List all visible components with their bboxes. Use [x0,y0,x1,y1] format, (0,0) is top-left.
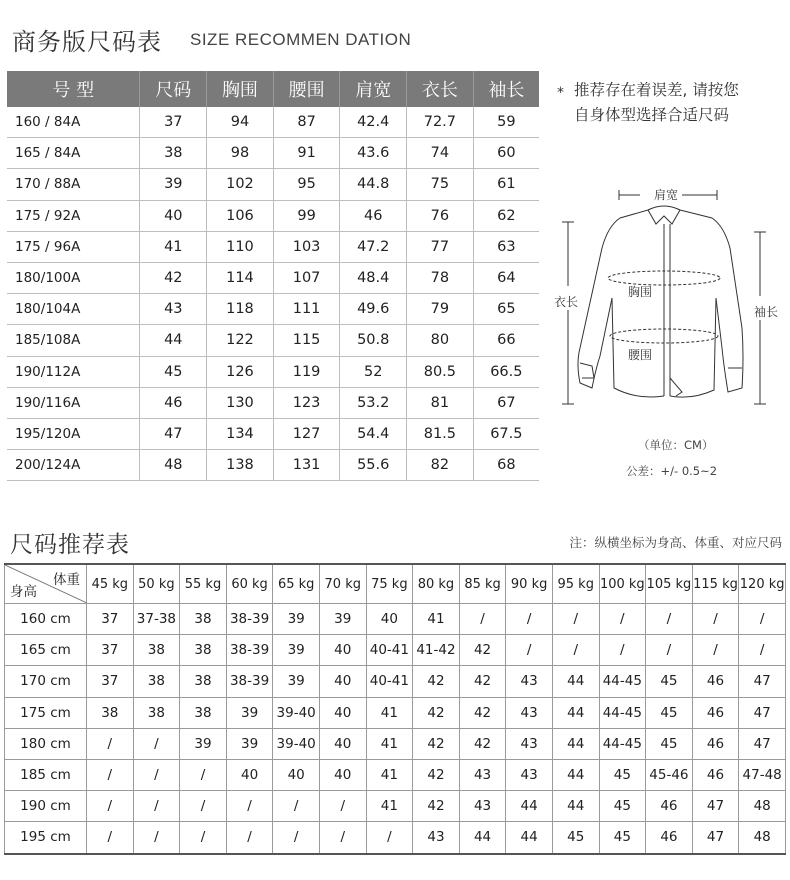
size-value-cell: 98 [207,138,274,169]
size-value-cell: 81 [407,387,474,418]
recommended-size-cell: / [646,635,693,666]
size-value-cell: 60 [473,138,539,169]
recommended-size-cell: 41 [366,759,413,790]
recommended-size-cell: 39 [226,697,273,728]
recommended-size-cell: 43 [459,759,506,790]
recommended-size-cell: 37 [87,635,134,666]
recommended-size-cell: 44 [552,666,599,697]
recommended-size-cell: / [319,822,366,854]
table-row [5,604,786,635]
table-row [5,697,786,728]
size-value-cell: 46 [340,200,407,231]
size-value-cell: 114 [207,262,274,293]
recommended-size-cell: 40-41 [366,666,413,697]
size-value-cell: 62 [473,200,539,231]
recommended-size-cell: 37 [87,666,134,697]
height-label-cell: 190 cm [5,791,87,822]
recommend-table-note: 注：纵横坐标为身高、体重、对应尺码 [569,535,782,550]
size-table-subtitle: SIZE RECOMMEN DATION [190,30,412,49]
recommended-size-cell: / [87,728,134,759]
size-value-cell: 67.5 [473,418,539,449]
recommended-size-cell: 40 [319,666,366,697]
size-value-cell: 48.4 [340,262,407,293]
size-value-cell: 79 [407,294,474,325]
recommended-size-cell: 39 [226,728,273,759]
weight-header-cell: 75 kg [366,564,413,604]
size-value-cell: 59 [473,107,539,138]
table-row [7,107,539,138]
recommended-size-cell: 38 [180,604,227,635]
size-value-cell: 52 [340,356,407,387]
recommended-size-cell: / [552,635,599,666]
weight-header-cell: 55 kg [180,564,227,604]
weight-header-cell: 65 kg [273,564,320,604]
recommended-size-cell: 45 [599,822,646,854]
size-value-cell: 80 [407,325,474,356]
corner-cell [5,564,87,604]
weight-header-cell: 100 kg [599,564,646,604]
recommended-size-cell: 44-45 [599,728,646,759]
table-row [7,231,539,262]
size-value-cell: 122 [207,325,274,356]
size-label-cell: 180/100A [7,262,140,293]
recommended-size-cell: 46 [692,759,739,790]
height-label-cell: 185 cm [5,759,87,790]
weight-header-cell: 115 kg [692,564,739,604]
size-value-cell: 81.5 [407,418,474,449]
table-row [7,200,539,231]
size-table-header-cell: 胸围 [207,71,274,107]
corner-height-label: 身高 [10,584,37,600]
size-value-cell: 50.8 [340,325,407,356]
recommended-size-cell: 42 [459,728,506,759]
size-value-cell: 37 [140,107,207,138]
size-value-cell: 41 [140,231,207,262]
recommended-size-cell: 38 [133,635,180,666]
size-value-cell: 76 [407,200,474,231]
weight-header-cell: 120 kg [739,564,786,604]
size-value-cell: 80.5 [407,356,474,387]
table-row [7,356,539,387]
table-row [5,666,786,697]
recommended-size-cell: 47 [739,728,786,759]
size-value-cell: 123 [273,387,340,418]
note-line-1: 推荐存在着误差, 请按您 [574,81,739,99]
recommended-size-cell: 38-39 [226,604,273,635]
recommended-size-cell: 38 [133,666,180,697]
recommend-table-header-row [5,564,786,604]
table-row [5,759,786,790]
recommended-size-cell: / [133,822,180,854]
size-value-cell: 54.4 [340,418,407,449]
size-value-cell: 95 [273,169,340,200]
recommended-size-cell: / [180,791,227,822]
size-label-cell: 200/124A [7,450,140,481]
recommended-size-cell: 37-38 [133,604,180,635]
recommended-size-cell: / [459,604,506,635]
size-label-cell: 175 / 96A [7,231,140,262]
height-label-cell: 160 cm [5,604,87,635]
recommended-size-cell: / [552,604,599,635]
recommended-size-cell: 42 [459,697,506,728]
recommended-size-cell: / [180,759,227,790]
recommended-size-cell: 40 [319,697,366,728]
table-row [7,169,539,200]
recommended-size-cell: 45 [552,822,599,854]
recommended-size-cell: / [226,822,273,854]
recommended-size-cell: 47 [739,666,786,697]
recommended-size-cell: / [226,791,273,822]
table-row [7,450,539,481]
recommended-size-cell: 45 [646,728,693,759]
size-value-cell: 44.8 [340,169,407,200]
weight-header-cell: 85 kg [459,564,506,604]
size-value-cell: 102 [207,169,274,200]
note-star: * [557,85,564,101]
recommended-size-cell: 42 [459,666,506,697]
recommended-size-cell: 42 [459,635,506,666]
recommended-size-cell: 42 [413,728,460,759]
size-label-cell: 170 / 88A [7,169,140,200]
table-row [7,294,539,325]
size-label-cell: 190/116A [7,387,140,418]
recommended-size-cell: / [273,791,320,822]
recommended-size-cell: 39-40 [273,697,320,728]
size-value-cell: 38 [140,138,207,169]
recommended-size-cell: 43 [459,791,506,822]
size-table-header-cell: 腰围 [273,71,340,107]
size-value-cell: 66.5 [473,356,539,387]
recommended-size-cell: / [319,791,366,822]
recommended-size-cell: 40 [319,635,366,666]
recommended-size-cell: 43 [413,822,460,854]
label-chest: 胸围 [628,285,653,299]
recommended-size-cell: 44-45 [599,666,646,697]
size-label-cell: 175 / 92A [7,200,140,231]
recommended-size-cell: 41 [366,791,413,822]
size-value-cell: 47 [140,418,207,449]
size-value-cell: 43 [140,294,207,325]
size-value-cell: 110 [207,231,274,262]
shirt-measurement-diagram [552,178,787,413]
size-value-cell: 42.4 [340,107,407,138]
size-table-title: 商务版尺码表 [12,28,162,56]
height-label-cell: 180 cm [5,728,87,759]
size-value-cell: 126 [207,356,274,387]
size-value-cell: 94 [207,107,274,138]
size-table-header-cell: 袖长 [473,71,539,107]
recommended-size-cell: 40 [226,759,273,790]
recommended-size-cell: 47 [692,822,739,854]
recommended-size-cell: / [273,822,320,854]
recommended-size-cell: 47-48 [739,759,786,790]
label-length: 衣长 [554,295,579,309]
recommended-size-cell: 39 [319,604,366,635]
size-value-cell: 75 [407,169,474,200]
table-row [7,138,539,169]
recommended-size-cell: / [599,635,646,666]
size-table-header-cell: 尺码 [140,71,207,107]
recommended-size-cell: 46 [646,791,693,822]
recommend-table-title: 尺码推荐表 [10,532,130,558]
size-value-cell: 87 [273,107,340,138]
note-line-2: 自身体型选择合适尺码 [574,106,730,124]
size-value-cell: 99 [273,200,340,231]
recommended-size-cell: 39 [273,604,320,635]
weight-header-cell: 95 kg [552,564,599,604]
weight-header-cell: 80 kg [413,564,460,604]
recommended-size-cell: 43 [506,666,553,697]
recommended-size-cell: 44 [552,791,599,822]
recommended-size-cell: 47 [739,697,786,728]
size-value-cell: 64 [473,262,539,293]
weight-header-cell: 50 kg [133,564,180,604]
recommended-size-cell: 45 [646,697,693,728]
weight-header-cell: 90 kg [506,564,553,604]
size-value-cell: 127 [273,418,340,449]
size-value-cell: 119 [273,356,340,387]
size-value-cell: 106 [207,200,274,231]
size-value-cell: 61 [473,169,539,200]
recommended-size-cell: / [133,791,180,822]
recommended-size-cell: / [692,604,739,635]
table-row [7,262,539,293]
table-row [7,418,539,449]
recommended-size-cell: 39 [180,728,227,759]
size-value-cell: 44 [140,325,207,356]
size-table-header-cell: 号 型 [7,71,140,107]
recommended-size-cell: 45 [599,759,646,790]
height-label-cell: 175 cm [5,697,87,728]
recommended-size-cell: 38 [87,697,134,728]
size-value-cell: 77 [407,231,474,262]
size-value-cell: 43.6 [340,138,407,169]
size-value-cell: 68 [473,450,539,481]
recommended-size-cell: 40 [319,759,366,790]
recommended-size-cell: / [133,759,180,790]
recommended-size-cell: / [87,822,134,854]
recommended-size-cell: / [646,604,693,635]
recommended-size-cell: 44 [552,759,599,790]
recommended-size-cell: 43 [506,697,553,728]
label-shoulder: 肩宽 [654,188,679,202]
recommended-size-cell: / [133,728,180,759]
recommended-size-cell: 45-46 [646,759,693,790]
size-value-cell: 72.7 [407,107,474,138]
size-value-cell: 55.6 [340,450,407,481]
size-value-cell: 131 [273,450,340,481]
table-row [5,728,786,759]
recommended-size-cell: 38 [133,697,180,728]
size-value-cell: 66 [473,325,539,356]
recommended-size-cell: 41 [413,604,460,635]
recommended-size-cell: 39-40 [273,728,320,759]
weight-header-cell: 60 kg [226,564,273,604]
size-value-cell: 78 [407,262,474,293]
size-table [7,71,539,481]
label-sleeve: 袖长 [754,305,779,319]
recommended-size-cell: 48 [739,791,786,822]
size-label-cell: 180/104A [7,294,140,325]
size-value-cell: 138 [207,450,274,481]
size-value-cell: 111 [273,294,340,325]
weight-header-cell: 45 kg [87,564,134,604]
height-label-cell: 165 cm [5,635,87,666]
recommended-size-cell: 38 [180,635,227,666]
recommended-size-cell: 44 [459,822,506,854]
size-value-cell: 118 [207,294,274,325]
tolerance-label: 公差：+/- 0.5~2 [626,464,718,478]
recommended-size-cell: 44 [552,697,599,728]
recommended-size-cell: 37 [87,604,134,635]
recommended-size-cell: 48 [739,822,786,854]
recommended-size-cell: 45 [599,791,646,822]
recommended-size-cell: / [506,635,553,666]
size-label-cell: 185/108A [7,325,140,356]
size-value-cell: 67 [473,387,539,418]
recommended-size-cell: 43 [506,728,553,759]
size-value-cell: 115 [273,325,340,356]
size-label-cell: 165 / 84A [7,138,140,169]
recommended-size-cell: 38-39 [226,635,273,666]
size-value-cell: 48 [140,450,207,481]
recommended-size-cell: / [692,635,739,666]
height-label-cell: 195 cm [5,822,87,854]
recommended-size-cell: 40 [273,759,320,790]
size-value-cell: 45 [140,356,207,387]
table-row [5,635,786,666]
recommended-size-cell: / [506,604,553,635]
size-value-cell: 107 [273,262,340,293]
recommended-size-cell: 46 [692,666,739,697]
recommended-size-cell: 38-39 [226,666,273,697]
size-table-header-row [7,71,539,107]
recommended-size-cell: 43 [506,759,553,790]
recommended-size-cell: 40 [366,604,413,635]
label-waist: 腰围 [628,348,653,362]
recommended-size-cell: 46 [692,697,739,728]
recommended-size-cell: / [599,604,646,635]
weight-header-cell: 70 kg [319,564,366,604]
size-value-cell: 63 [473,231,539,262]
recommended-size-cell: 46 [646,822,693,854]
recommended-size-cell: / [180,822,227,854]
size-value-cell: 82 [407,450,474,481]
recommended-size-cell: 40-41 [366,635,413,666]
height-label-cell: 170 cm [5,666,87,697]
recommended-size-cell: / [739,635,786,666]
recommended-size-cell: / [87,791,134,822]
recommended-size-cell: 44 [506,791,553,822]
recommended-size-cell: 44 [552,728,599,759]
recommended-size-cell: / [739,604,786,635]
table-row [5,822,786,854]
recommended-size-cell: 42 [413,666,460,697]
recommended-size-cell: 40 [319,728,366,759]
recommended-size-cell: / [366,822,413,854]
recommended-size-cell: / [87,759,134,790]
size-value-cell: 47.2 [340,231,407,262]
recommended-size-cell: 38 [180,666,227,697]
size-table-header-cell: 肩宽 [340,71,407,107]
recommended-size-cell: 41 [366,728,413,759]
recommended-size-cell: 38 [180,697,227,728]
recommended-size-cell: 45 [646,666,693,697]
recommended-size-cell: 41-42 [413,635,460,666]
size-value-cell: 103 [273,231,340,262]
recommended-size-cell: 41 [366,697,413,728]
table-row [5,791,786,822]
recommended-size-cell: 46 [692,728,739,759]
size-value-cell: 134 [207,418,274,449]
recommended-size-cell: 39 [273,666,320,697]
recommend-table [4,563,786,855]
size-value-cell: 91 [273,138,340,169]
size-label-cell: 190/112A [7,356,140,387]
table-row [7,325,539,356]
recommended-size-cell: 42 [413,791,460,822]
size-value-cell: 49.6 [340,294,407,325]
corner-weight-label: 体重 [53,572,80,588]
size-value-cell: 46 [140,387,207,418]
unit-label: （单位：CM） [638,438,714,452]
recommended-size-cell: 42 [413,697,460,728]
size-table-header-cell: 衣长 [407,71,474,107]
table-row [7,387,539,418]
size-value-cell: 42 [140,262,207,293]
size-label-cell: 160 / 84A [7,107,140,138]
recommended-size-cell: 47 [692,791,739,822]
weight-header-cell: 105 kg [646,564,693,604]
recommended-size-cell: 39 [273,635,320,666]
recommended-size-cell: 44-45 [599,697,646,728]
size-value-cell: 65 [473,294,539,325]
recommended-size-cell: 42 [413,759,460,790]
size-value-cell: 40 [140,200,207,231]
recommended-size-cell: 44 [506,822,553,854]
size-label-cell: 195/120A [7,418,140,449]
size-value-cell: 74 [407,138,474,169]
size-value-cell: 130 [207,387,274,418]
size-value-cell: 53.2 [340,387,407,418]
size-value-cell: 39 [140,169,207,200]
